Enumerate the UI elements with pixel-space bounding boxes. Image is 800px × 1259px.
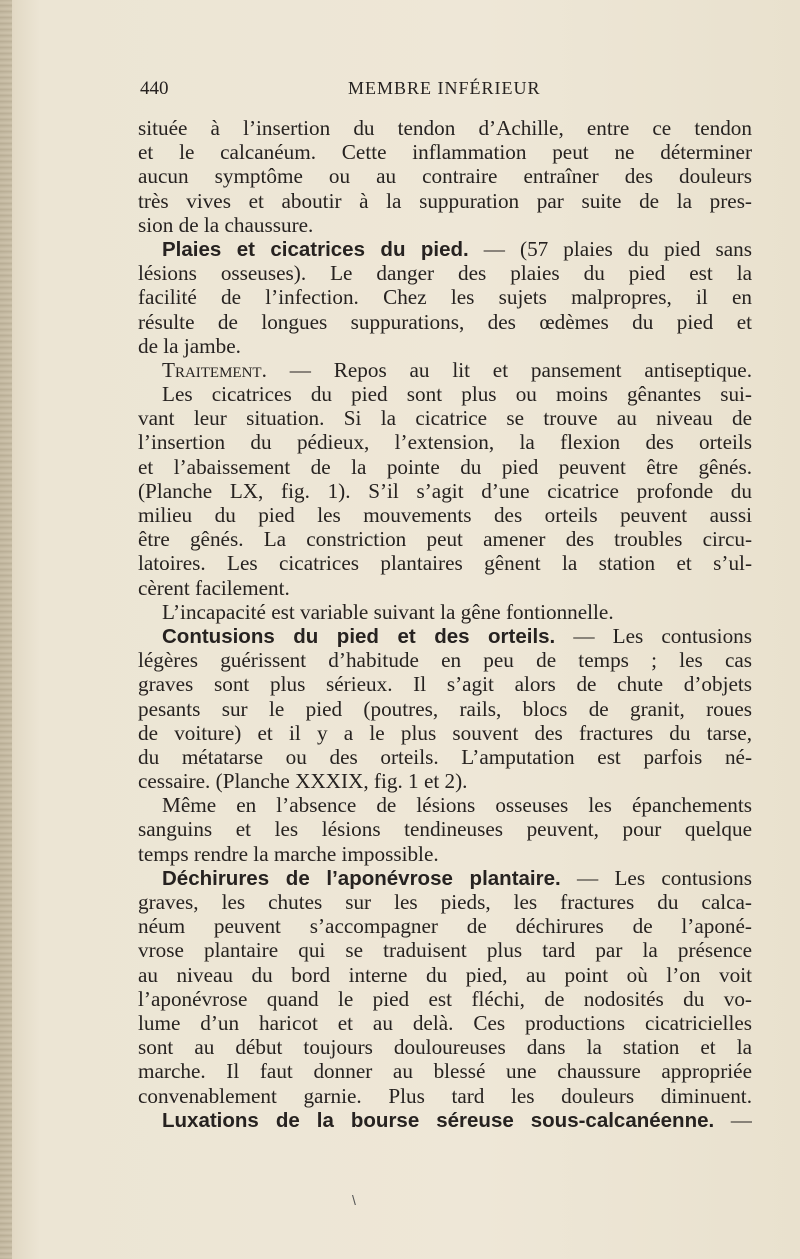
line-text: vant leur situation. Si la cicatrice se trouve au niveau de <box>138 406 752 431</box>
page-number: 440 <box>140 78 169 99</box>
text-line <box>138 1011 752 1035</box>
line-text: convenablement garnie. Plus tard les douleurs diminuent. <box>138 1083 752 1108</box>
text-line <box>138 793 752 817</box>
text-line <box>138 527 752 551</box>
text-line <box>138 164 752 188</box>
text-line <box>138 600 752 624</box>
text-line <box>138 745 752 769</box>
text-line <box>138 1035 752 1059</box>
line-text: milieu du pied les mouvements des orteils peuvent aussi <box>138 503 752 527</box>
text-line <box>138 189 752 213</box>
treatment-label: Traitement. <box>162 357 267 382</box>
text-line <box>138 551 752 575</box>
line-text: sion de la chaussure. <box>138 212 314 237</box>
text-line <box>138 382 752 406</box>
text-line <box>138 406 752 430</box>
line-text: vrose plantaire qui se traduisent plus tard par la présence <box>138 938 752 963</box>
line-text: — Les contusions <box>555 623 752 648</box>
text-line <box>138 914 752 938</box>
line-text: sanguins et les lésions tendineuses peuvent, pour quelque <box>138 817 752 842</box>
line-text: du métatarse ou des orteils. L’amputation est parfois né- <box>138 744 752 769</box>
text-line <box>138 963 752 987</box>
line-text: légères guérissent d’habitude en peu de temps ; les cas <box>138 648 752 673</box>
text-line <box>138 430 752 454</box>
text-line <box>138 310 752 334</box>
text-line <box>138 890 752 914</box>
text-line <box>138 455 752 479</box>
text-line <box>138 842 752 866</box>
text-line <box>138 116 752 140</box>
line-text: marche. Il faut donner au blessé une chaussure appropriée <box>138 1059 752 1084</box>
text-line <box>138 140 752 164</box>
text-line <box>138 769 752 793</box>
line-text: sont au début toujours douloureuses dans la station et la <box>138 1035 752 1060</box>
page-header <box>140 78 752 108</box>
section-heading: Contusions du pied et des orteils. <box>162 624 556 648</box>
text-line <box>138 479 752 503</box>
line-text: de la jambe. <box>138 333 241 358</box>
body-text <box>138 116 752 1132</box>
text-line <box>138 672 752 696</box>
text-line <box>138 1084 752 1108</box>
line-text: l’aponévrose quand le pied est fléchi, de nodosités du vo- <box>138 986 752 1011</box>
line-text: cèrent facilement. <box>138 575 290 600</box>
line-text: pesants sur le pied (poutres, rails, blocs de granit, roues <box>138 696 752 721</box>
text-line <box>138 503 752 527</box>
stray-mark: \ <box>352 1192 356 1208</box>
text-line <box>138 648 752 672</box>
line-text: de voiture) et il y a le plus souvent des fractures du tarse, <box>138 720 752 745</box>
line-text: Les cicatrices du pied sont plus ou moins gênantes sui- <box>162 382 752 407</box>
text-line <box>138 576 752 600</box>
text-line <box>138 697 752 721</box>
line-text: L’incapacité est variable suivant la gêne fontionnelle. <box>162 599 614 624</box>
line-text: — Les contusions <box>560 865 752 890</box>
text-line <box>138 1059 752 1083</box>
text-line <box>138 624 752 648</box>
text-line <box>138 358 752 382</box>
text-line <box>138 721 752 745</box>
line-text: — <box>714 1107 752 1132</box>
line-text: résulte de longues suppurations, des œdèmes du pied et <box>138 309 752 334</box>
section-heading: Luxations de la bourse séreuse sous-calcanéenne. <box>162 1108 715 1132</box>
text-line <box>138 938 752 962</box>
line-text: graves, les chutes sur les pieds, les fractures du calca- <box>138 890 752 914</box>
line-text: graves sont plus sérieux. Il s’agit alors de chute d’objets <box>138 672 752 697</box>
page-gutter <box>0 0 12 1259</box>
text-line <box>138 261 752 285</box>
text-line <box>138 334 752 358</box>
line-text: aucun symptôme ou au contraire entraîner des douleurs <box>138 164 752 189</box>
section-heading: Plaies et cicatrices du pied. <box>162 237 469 261</box>
line-text: temps rendre la marche impossible. <box>138 841 439 866</box>
line-text: latoires. Les cicatrices plantaires gênent la station et s’ul- <box>138 551 752 576</box>
line-text: facilité de l’infection. Chez les sujets malpropres, il en <box>138 285 752 310</box>
text-line <box>138 817 752 841</box>
line-text: être gênés. La constriction peut amener des troubles circu- <box>138 527 752 552</box>
line-text: et l’abaissement de la pointe du pied peuvent être gênés. <box>138 454 752 479</box>
line-text: — Repos au lit et pansement antiseptique. <box>266 357 752 382</box>
line-text: (Planche LX, fig. 1). S’il s’agit d’une cicatrice profonde du <box>138 478 752 503</box>
section-heading: Déchirures de l’aponévrose plantaire. <box>162 866 561 890</box>
line-text: située à l’insertion du tendon d’Achille, entre ce tendon <box>138 116 752 140</box>
line-text: au niveau du bord interne du pied, au point où l’on voit <box>138 962 752 987</box>
line-text: très vives et aboutir à la suppuration par suite de la pres- <box>138 188 752 213</box>
line-text: — (57 plaies du pied sans <box>468 236 752 261</box>
line-text: lésions osseuses). Le danger des plaies du pied est la <box>138 261 752 286</box>
line-text: cessaire. (Planche XXXIX, fig. 1 et 2). <box>138 769 468 794</box>
running-head: MEMBRE INFÉRIEUR <box>348 78 541 98</box>
text-line <box>138 213 752 237</box>
line-text: lume d’un haricot et au delà. Ces productions cicatricielles <box>138 1010 752 1035</box>
line-text: l’insertion du pédieux, l’extension, la flexion des orteils <box>138 430 752 455</box>
line-text: et le calcanéum. Cette inflammation peut ne déterminer <box>138 140 752 165</box>
line-text: néum peuvent s’accompagner de déchirures de l’aponé- <box>138 914 752 939</box>
text-line <box>138 1108 752 1132</box>
text-line <box>138 285 752 309</box>
text-line <box>138 987 752 1011</box>
text-line <box>138 866 752 890</box>
text-line <box>138 237 752 261</box>
line-text: Même en l’absence de lésions osseuses les épanchements <box>162 793 752 818</box>
